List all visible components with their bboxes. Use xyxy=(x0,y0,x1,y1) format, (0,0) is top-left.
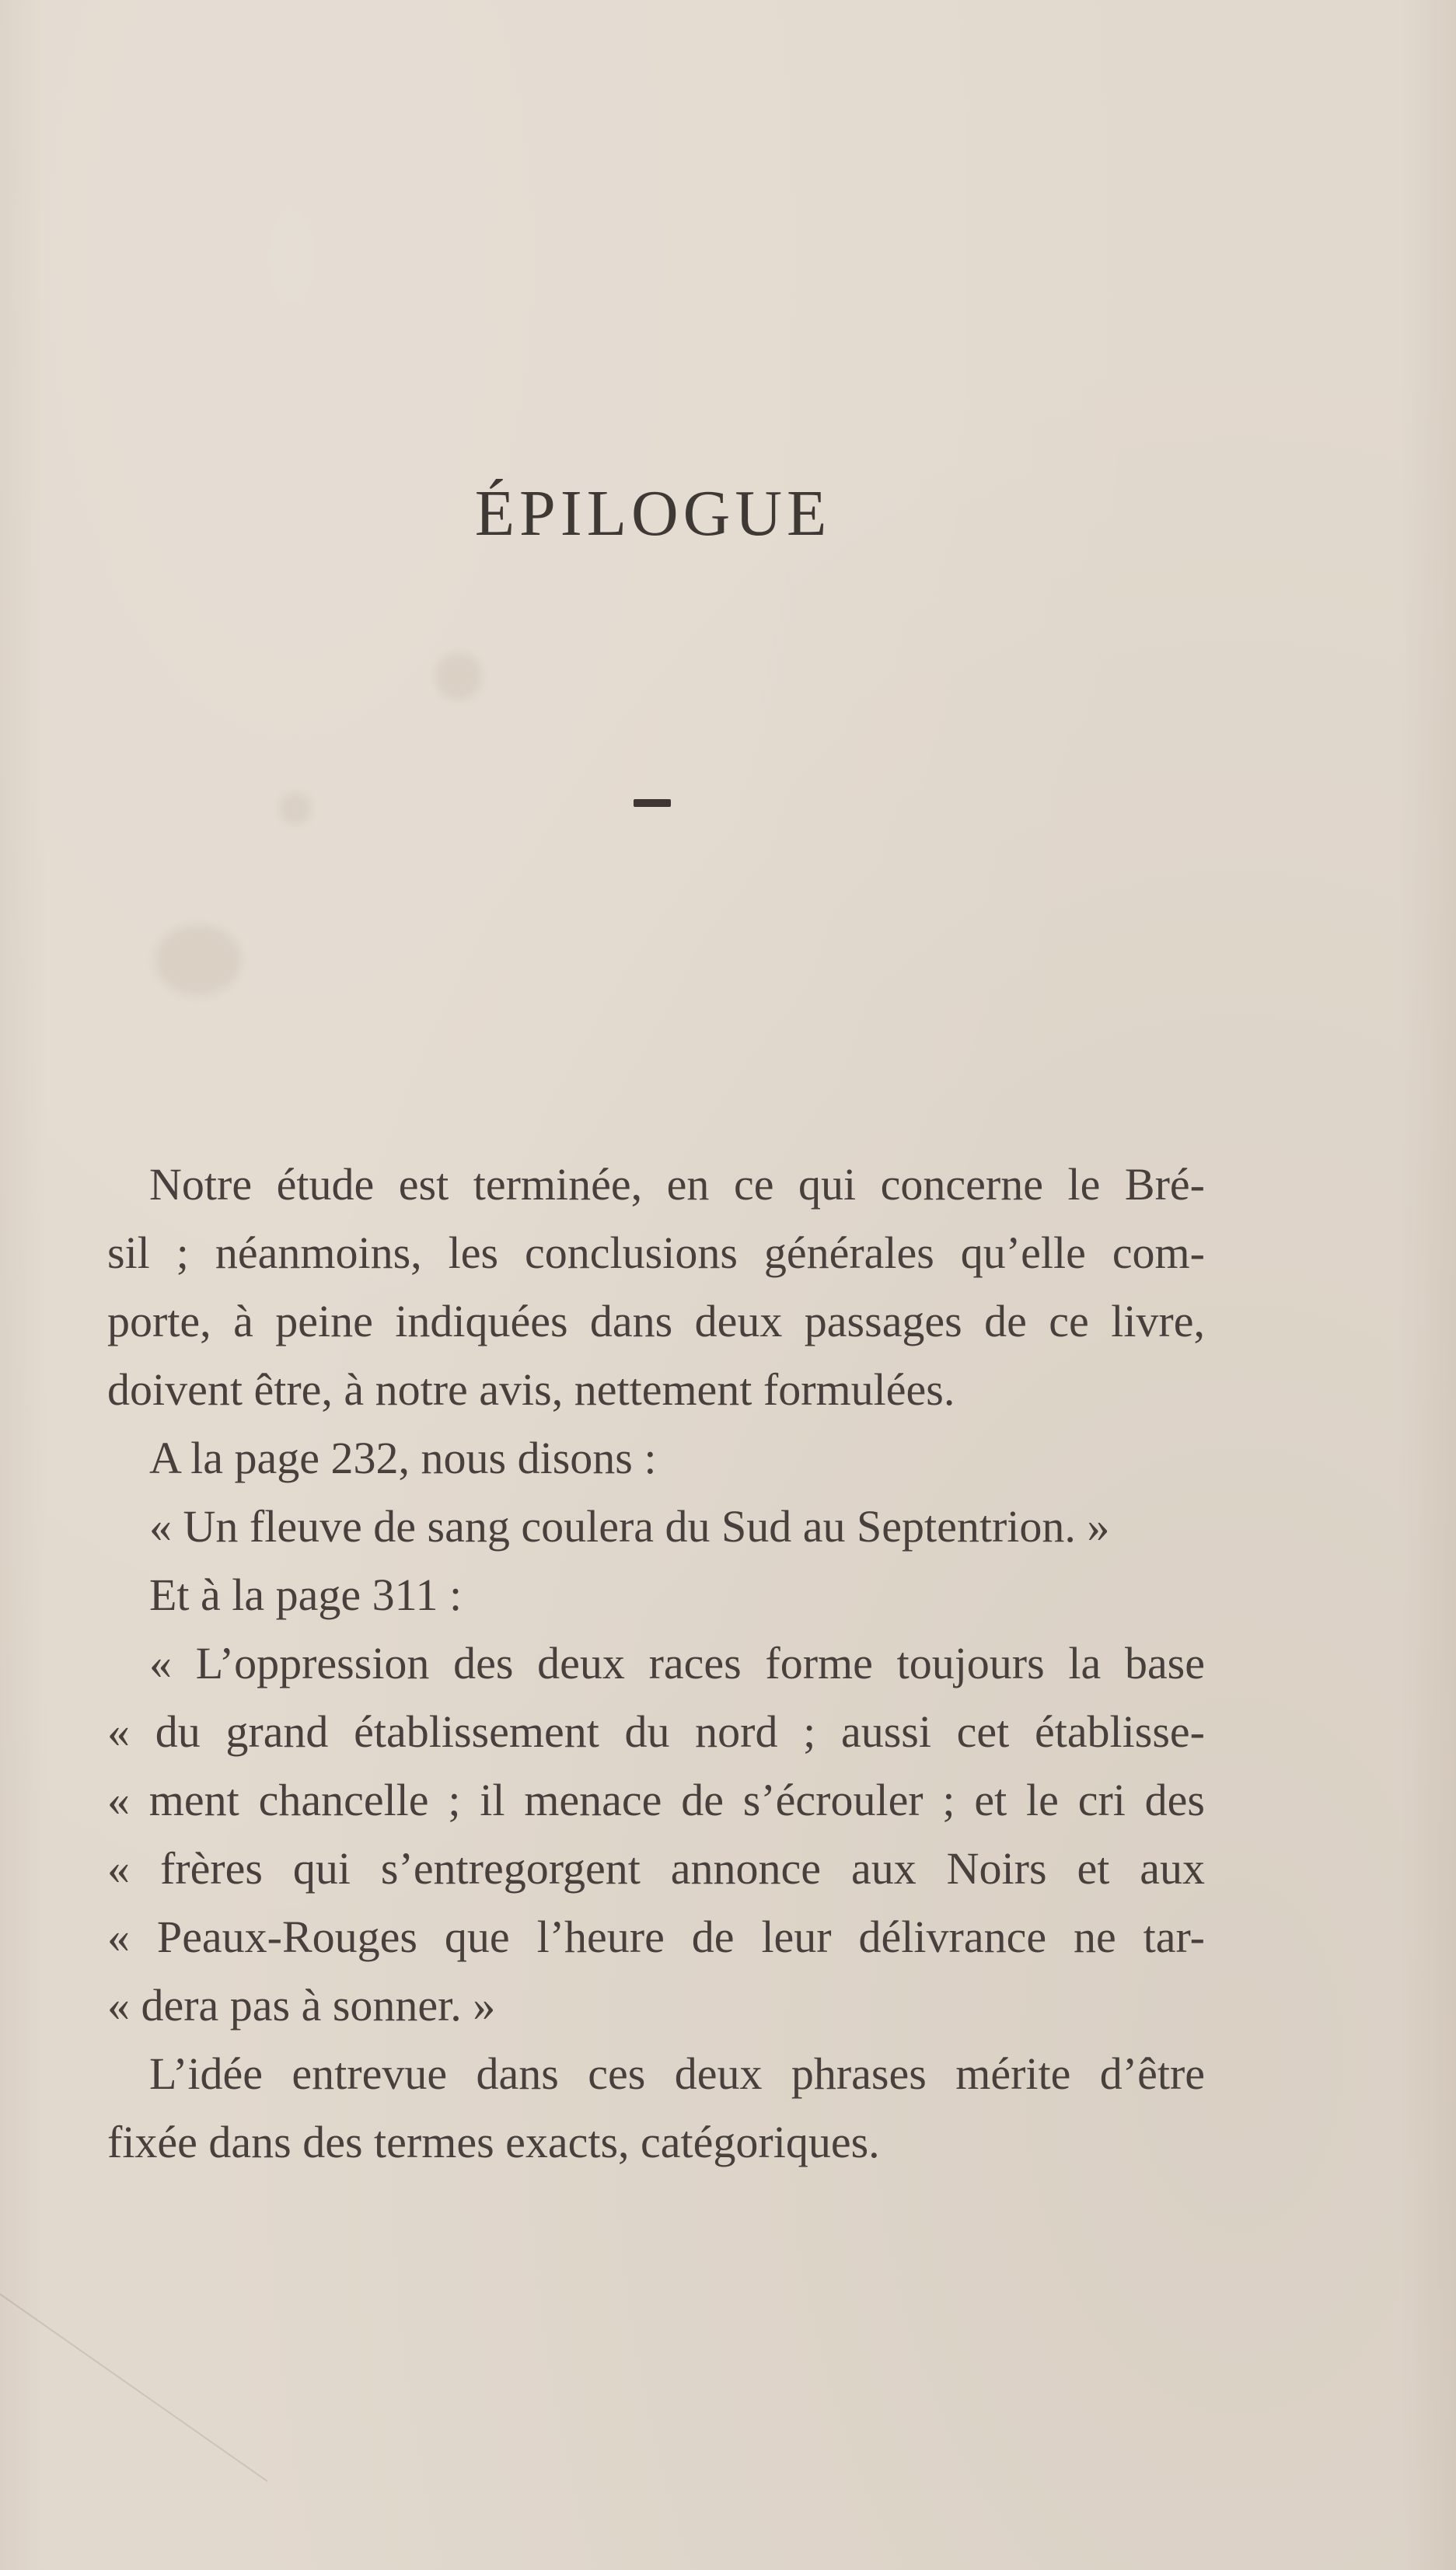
body-text xyxy=(107,1151,1205,2177)
text-line: sil ; néanmoins, les conclusions générales qu’elle com- xyxy=(107,1227,1205,1278)
paragraph xyxy=(107,1151,1205,1424)
paper-stain xyxy=(435,653,482,700)
paragraph xyxy=(107,1561,1205,1629)
text-line: « ment chancelle ; il menace de s’écrouler ; et le cri des xyxy=(107,1775,1205,1825)
paragraph xyxy=(107,2040,1205,2177)
page-crease xyxy=(0,2293,268,2482)
page-title: ÉPILOGUE xyxy=(474,477,832,550)
text-line: « Un fleuve de sang coulera du Sud au Septentrion. » xyxy=(149,1501,1110,1552)
paragraph xyxy=(107,1424,1205,1493)
quotation xyxy=(107,1629,1205,2040)
text-line: Notre étude est terminée, en ce qui concerne le Bré- xyxy=(149,1159,1205,1210)
text-line: porte, à peine indiquées dans deux passages de ce livre, xyxy=(107,1296,1205,1346)
text-line: « Peaux-Rouges que l’heure de leur délivrance ne tar- xyxy=(107,1912,1205,1962)
text-line: fixée dans des termes exacts, catégoriques. xyxy=(107,2117,880,2167)
title-divider xyxy=(634,799,671,807)
text-line: L’idée entrevue dans ces deux phrases mérite d’être xyxy=(149,2048,1205,2099)
paper-stain xyxy=(155,925,241,995)
text-line: doivent être, à notre avis, nettement formulées. xyxy=(107,1364,955,1415)
text-line: Et à la page 311 : xyxy=(149,1570,463,1620)
text-line: A la page 232, nous disons : xyxy=(149,1433,657,1483)
quote-line xyxy=(107,1493,1205,1561)
text-line: « dera pas à sonner. » xyxy=(107,1980,496,2031)
paper-stain xyxy=(280,793,311,824)
text-line: « L’oppression des deux races forme toujours la base xyxy=(149,1638,1205,1688)
text-line: « du grand établissement du nord ; aussi cet établisse- xyxy=(107,1706,1205,1757)
text-line: « frères qui s’entregorgent annonce aux Noirs et aux xyxy=(107,1843,1205,1894)
